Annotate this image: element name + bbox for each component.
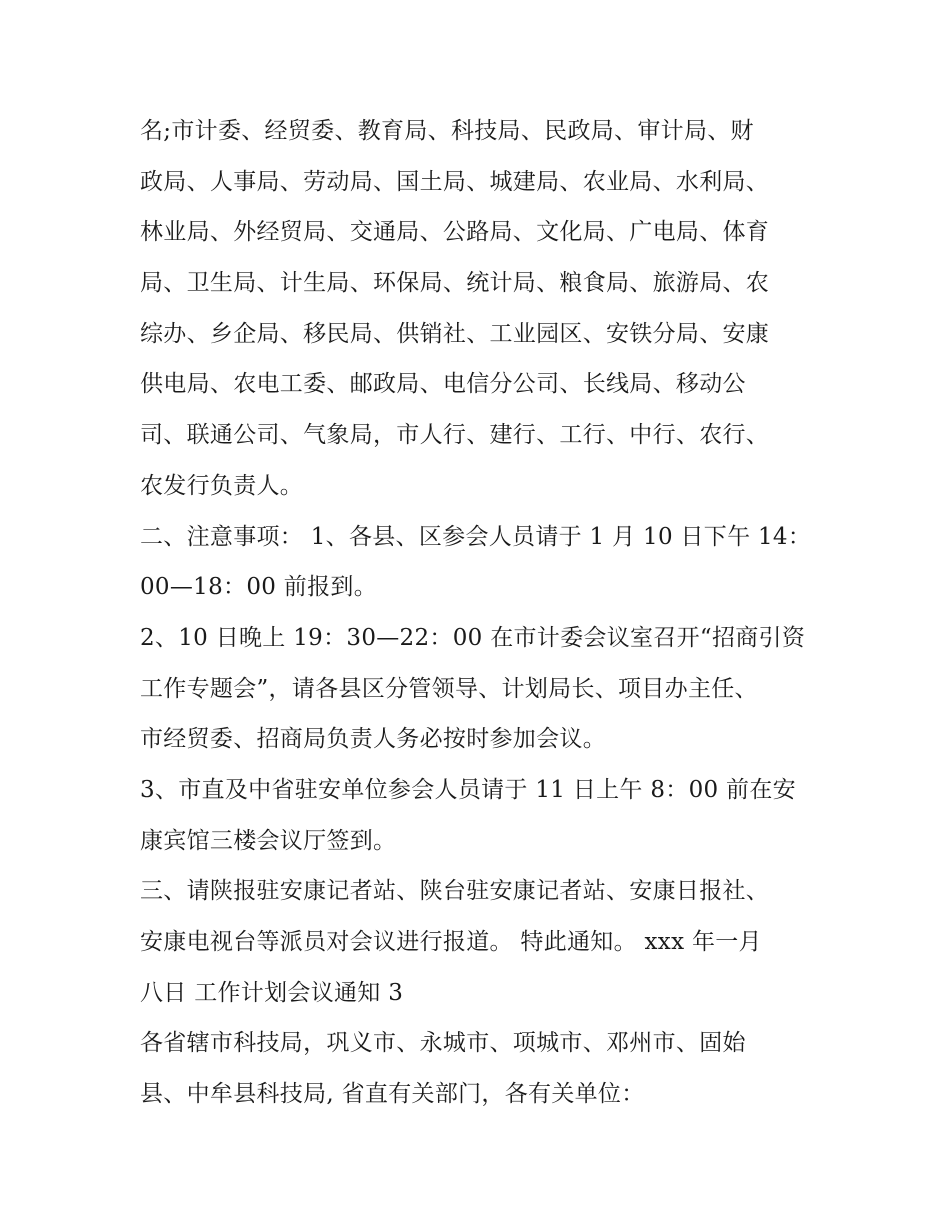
text-line: 政局、人事局、劳动局、国土局、城建局、农业局、水利局、	[140, 168, 770, 195]
section-heading-notes: 二、注意事项： 1、各县、区参会人员请于 1 月 10 日下午 14：	[140, 523, 812, 550]
text-line: 市经贸委、招商局负责人务必按时参加会议。	[140, 726, 606, 753]
text-line: 农发行负责人。	[140, 472, 304, 499]
section-heading-press: 三、请陕报驻安康记者站、陕台驻安康记者站、安康日报社、	[140, 878, 770, 905]
text-line: 名;市计委、经贸委、教育局、科技局、民政局、审计局、财	[140, 118, 754, 144]
text-line: 00—18：00 前报到。	[140, 574, 378, 601]
text-line: 局、卫生局、计生局、环保局、统计局、粮食局、旅游局、农	[140, 270, 770, 297]
text-line: 3、市直及中省驻安单位参会人员请于 11 日上午 8：00 前在安	[140, 776, 796, 803]
text-line: 安康电视台等派员对会议进行报道。 特此通知。 xxx 年一月	[140, 929, 762, 955]
text-line: 综办、乡企局、移民局、供销社、工业园区、安铁分局、安康	[140, 320, 770, 347]
text-line: 各省辖市科技局，巩义市、永城市、项城市、邓州市、固始	[140, 1030, 746, 1057]
notice-title: 八日 工作计划会议通知 3	[140, 979, 404, 1006]
text-line: 林业局、外经贸局、交通局、公路局、文化局、广电局、体育	[140, 219, 770, 246]
text-line: 司、联通公司、气象局，市人行、建行、工行、中行、农行、	[140, 422, 770, 449]
text-line: 康宾馆三楼会议厅签到。	[140, 827, 397, 854]
text-line: 工作专题会”，请各县区分管领导、计划局长、项目办主任、	[140, 675, 758, 702]
text-line: 供电局、农电工委、邮政局、电信分公司、长线局、移动公	[140, 371, 746, 398]
document-body	[140, 106, 820, 1120]
text-line: 2、10 日晚上 19：30—22：00 在市计委会议室召开“招商引资	[140, 624, 806, 651]
text-line: 县、中牟县科技局, 省直有关部门，各有关单位：	[140, 1081, 645, 1108]
